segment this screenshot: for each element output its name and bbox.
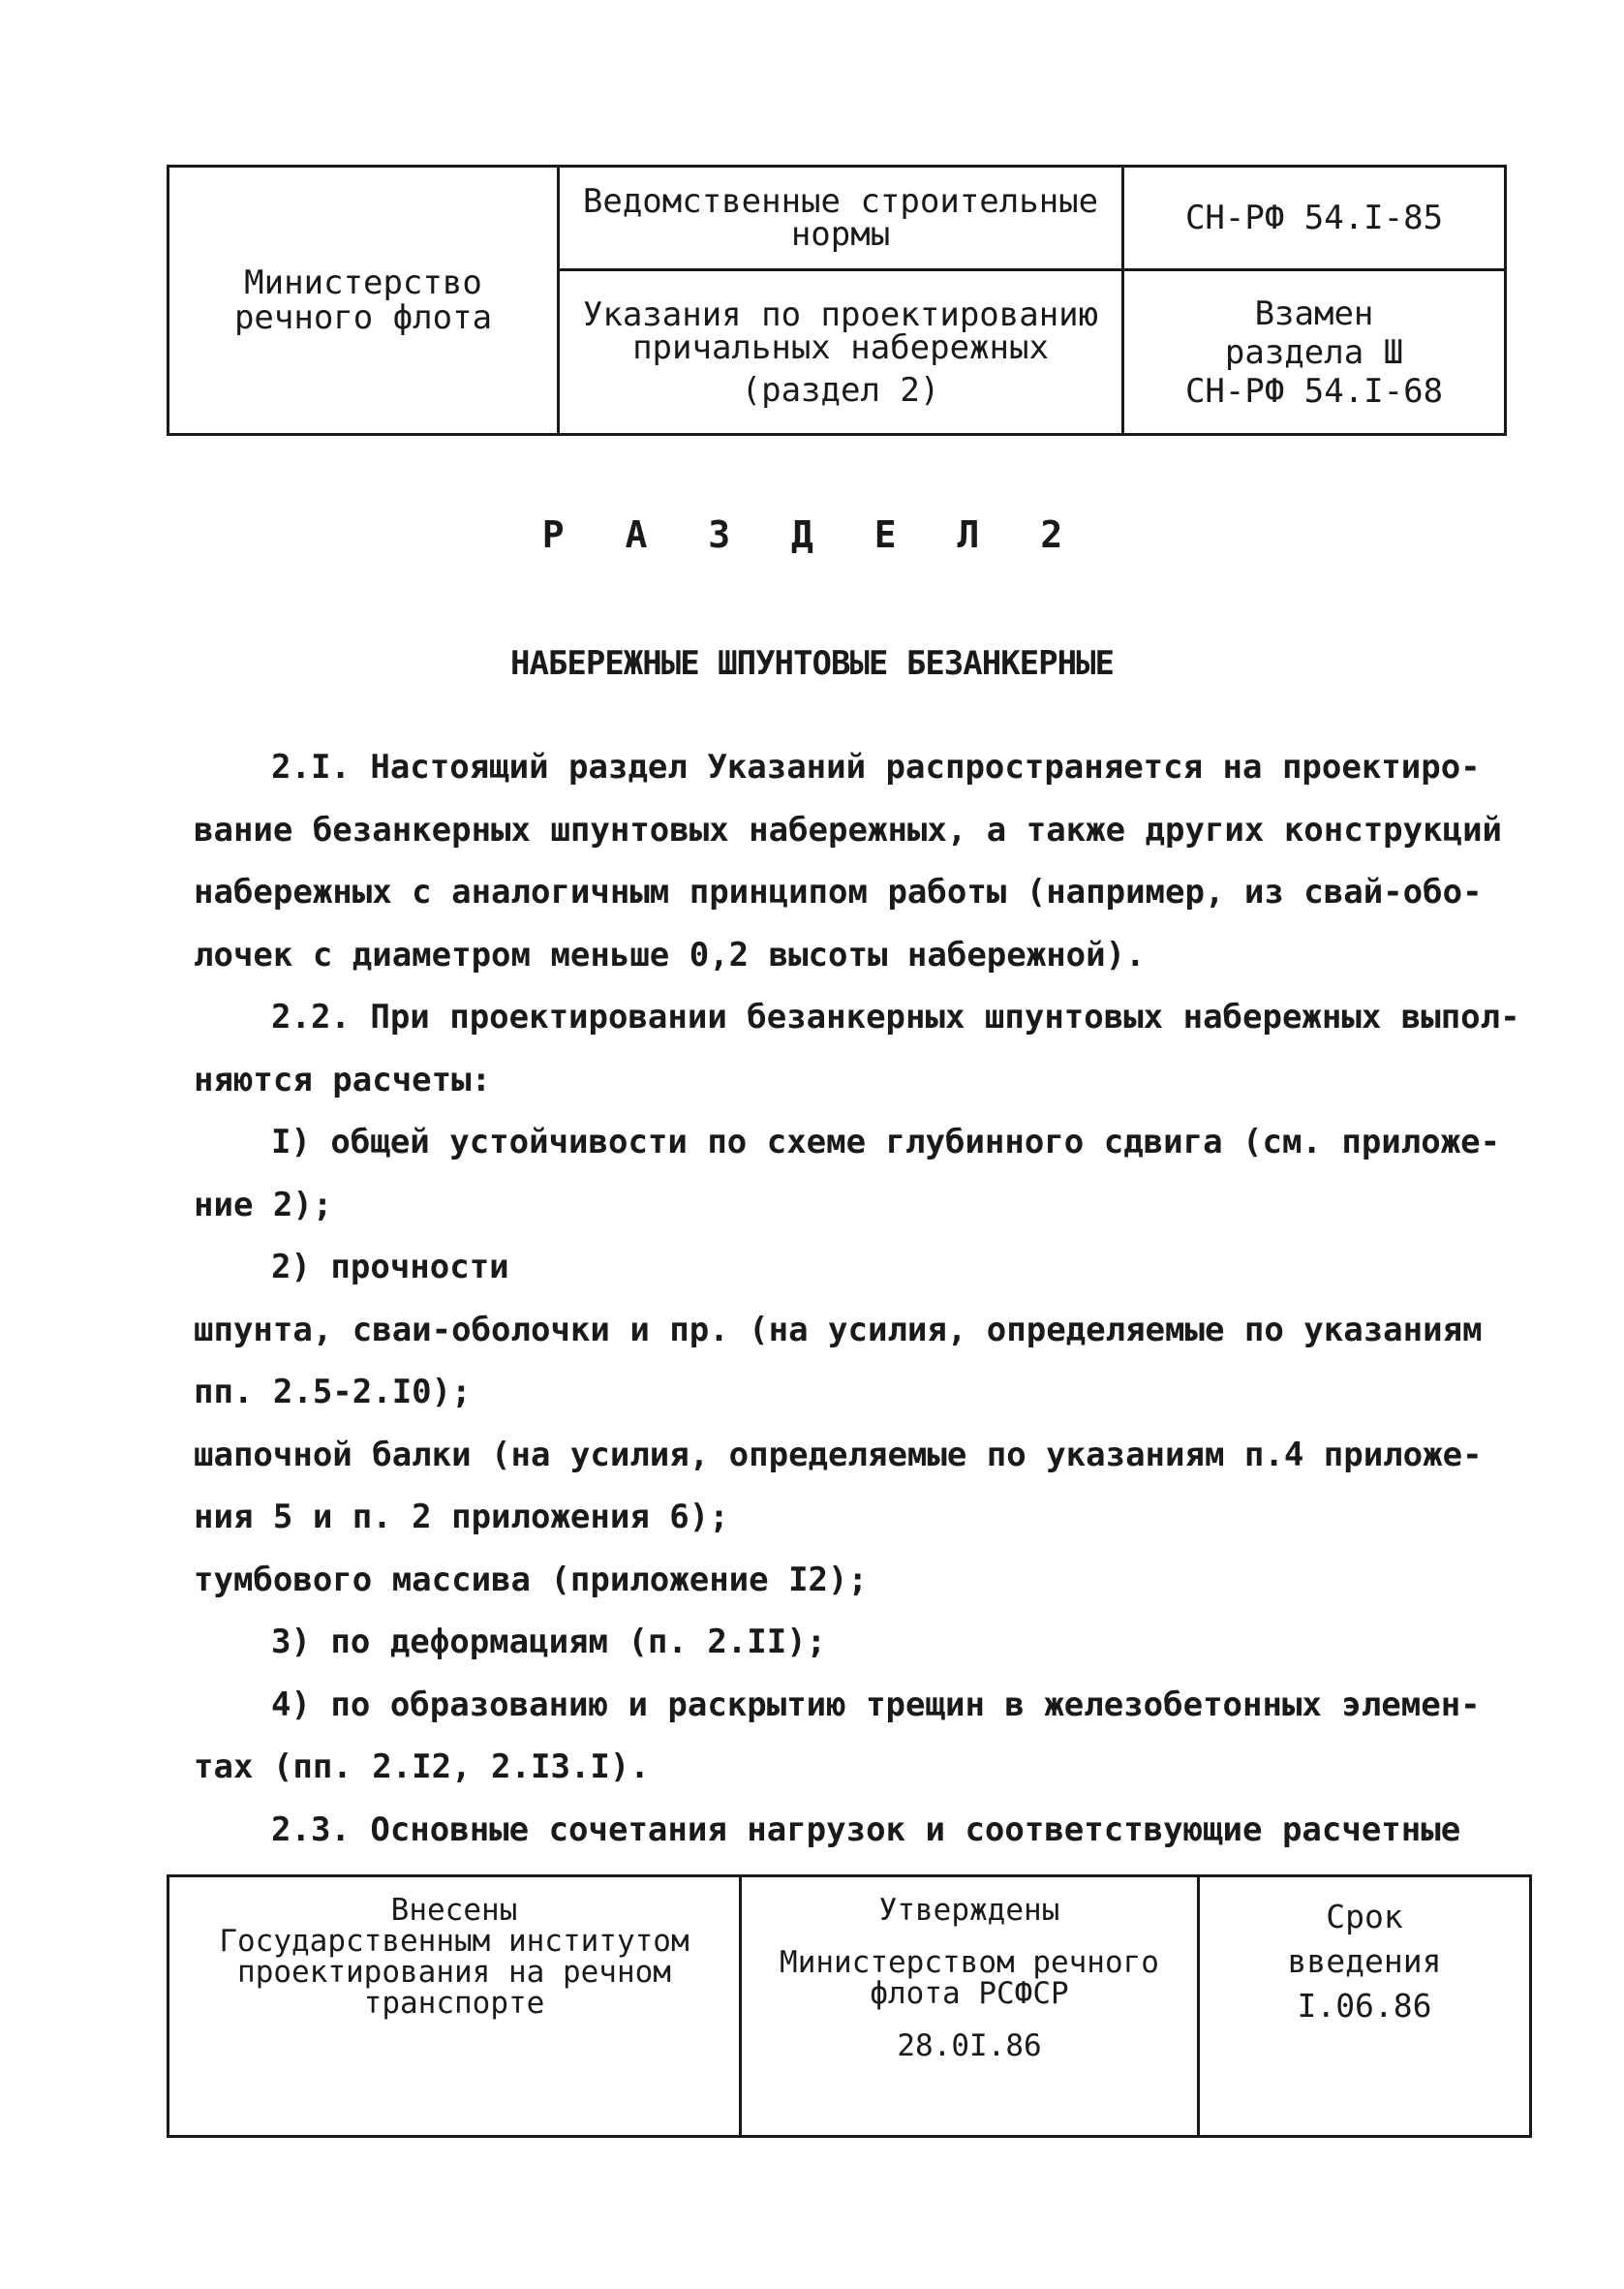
body-line: вание безанкерных шпунтовых набережных, а также других конструкций xyxy=(194,810,1503,850)
ministry-cell xyxy=(169,167,559,435)
body-line: лочек с диаметром меньше 0,2 высоты набережной). xyxy=(194,935,1146,974)
submitted-line-1: Внесены xyxy=(390,1893,518,1928)
doc-type-line-2: нормы xyxy=(790,215,891,254)
body-line: ния 5 и п. 2 приложения 6); xyxy=(194,1498,729,1536)
doc-type-line-1: Ведомственные строительные xyxy=(582,182,1099,221)
section-subtitle: НАБЕРЕЖНЫЕ ШПУНТОВЫЕ БЕЗАНКЕРНЫЕ xyxy=(509,644,1115,683)
submitted-line-3: проектирования на речном xyxy=(237,1955,671,1990)
doc-title-line-1: Указания по проектированию xyxy=(582,294,1099,334)
doc-title-cell xyxy=(559,270,1123,435)
approved-line-2: Министерством речного xyxy=(780,1945,1159,1980)
replaces-line-3: СН-РФ 54.I-68 xyxy=(1184,371,1444,411)
body-line: 4) по образованию и раскрытию трещин в железобетонных элемен- xyxy=(271,1685,1481,1724)
approved-cell xyxy=(741,1876,1199,2137)
effective-line-2: введения xyxy=(1287,1942,1442,1980)
body-line: няются расчеты: xyxy=(194,1060,492,1099)
ministry-line-2: речного флота xyxy=(233,298,493,337)
body-line: 2.2. При проектировании безанкерных шпунтовых набережных выпол- xyxy=(271,998,1520,1036)
effective-date: I.06.86 xyxy=(1297,1987,1432,2025)
footer-table xyxy=(167,1874,1532,2138)
effective-line-1: Срок xyxy=(1326,1898,1403,1935)
body-text xyxy=(194,736,1520,1861)
body-line: 3) по деформациям (п. 2.II); xyxy=(271,1623,827,1661)
doc-code: СН-РФ 54.I-85 xyxy=(1184,199,1444,237)
replaces-line-1: Взамен xyxy=(1254,294,1374,333)
doc-code-cell xyxy=(1123,167,1506,270)
body-line: набережных с аналогичным принципом работы (например, из свай-обо- xyxy=(194,873,1483,912)
ministry-line-1: Министерство xyxy=(244,263,482,302)
body-line: шапочной балки (на усилия, определяемые по указаниям п.4 приложе- xyxy=(194,1435,1483,1474)
submitted-cell xyxy=(169,1876,741,2137)
doc-type-cell xyxy=(559,167,1123,270)
submitted-line-2: Государственным институтом xyxy=(219,1924,689,1959)
body-line: ние 2); xyxy=(194,1185,333,1224)
body-line: тумбового массива (приложение I2); xyxy=(194,1560,868,1599)
replaces-line-2: раздела Ш xyxy=(1224,332,1404,372)
approved-line-1: Утверждены xyxy=(878,1893,1060,1928)
replaces-cell xyxy=(1123,270,1506,435)
body-line: пп. 2.5-2.I0); xyxy=(194,1373,472,1411)
body-line: 2) прочности xyxy=(271,1248,509,1286)
header-table xyxy=(167,165,1507,436)
approved-line-3: флота РСФСР xyxy=(870,1976,1069,2011)
body-line: тах (пп. 2.I2, 2.I3.I). xyxy=(194,1748,650,1786)
body-line: шпунта, сваи-оболочки и пр. (на усилия, определяемые по указаниям xyxy=(194,1310,1483,1349)
doc-title-line-3: (раздел 2) xyxy=(741,370,940,410)
approved-date: 28.0I.86 xyxy=(897,2028,1042,2063)
body-line: 2.I. Настоящий раздел Указаний распространяется на проектиро- xyxy=(271,748,1481,787)
submitted-line-4: транспорте xyxy=(363,1986,545,2021)
body-line: I) общей устойчивости по схеме глубинного сдвига (см. приложе- xyxy=(271,1123,1501,1161)
section-title: Р А З Д Е Л 2 xyxy=(541,513,1083,556)
effective-cell xyxy=(1199,1876,1531,2137)
doc-title-line-2: причальных набережных xyxy=(632,327,1049,367)
body-line: 2.3. Основные сочетания нагрузок и соответствующие расчетные xyxy=(271,1810,1461,1849)
